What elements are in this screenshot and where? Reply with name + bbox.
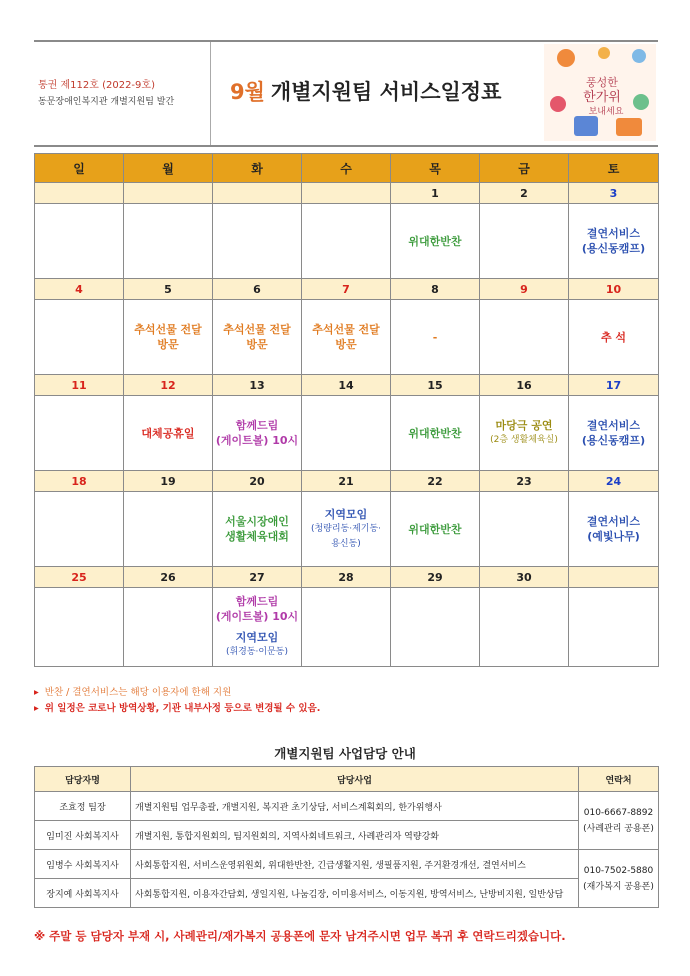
event-text: - — [432, 330, 438, 344]
event-cell — [35, 300, 124, 375]
header-left — [34, 42, 211, 145]
note-text: 반찬 / 결연서비스는 해당 이용자에 한해 지원 — [44, 687, 232, 698]
date-cell — [213, 183, 302, 204]
event-subtext: (2층 생활체육실) — [490, 435, 558, 445]
date-cell: 25 — [35, 567, 124, 588]
event-cell — [391, 396, 480, 471]
staff-table — [34, 766, 659, 908]
note-item: ▸ 반찬 / 결연서비스는 해당 이용자에 한해 지원 — [34, 687, 232, 698]
event-cell — [302, 396, 391, 471]
date-cell: 16 — [480, 375, 569, 396]
event-cell — [124, 300, 213, 375]
weekday-tue: 화 — [213, 154, 302, 183]
date-cell: 18 — [35, 471, 124, 492]
event-cell — [302, 588, 391, 667]
event-cell — [124, 588, 213, 667]
event-cell — [480, 204, 569, 279]
event-text: 결연서비스 (예빛나무) — [586, 515, 641, 543]
weekday-wed: 수 — [302, 154, 391, 183]
event-cell — [569, 396, 659, 471]
event-text: 추석선물 전달 방문 — [312, 323, 380, 351]
event-cell — [480, 300, 569, 375]
date-cell: 4 — [35, 279, 124, 300]
event-text: 위대한반찬 — [408, 426, 462, 440]
date-cell: 8 — [391, 279, 480, 300]
date-cell: 9 — [480, 279, 569, 300]
title-month: 9월 — [230, 80, 265, 104]
staff-work: 개별지원팀 업무총괄, 개별지원, 복지관 초기상담, 서비스계획회의, 한가위행사 — [131, 792, 579, 821]
date-cell: 19 — [124, 471, 213, 492]
event-text: 대체공휴일 — [141, 426, 195, 440]
date-cell: 3 — [569, 183, 659, 204]
weekday-sat: 토 — [569, 154, 659, 183]
staff-name: 조효정 팀장 — [35, 792, 131, 821]
event-cell — [569, 492, 659, 567]
date-cell: 1 — [391, 183, 480, 204]
event-cell — [480, 588, 569, 667]
contact-phone: 010-7502-5880 — [583, 865, 654, 876]
contact-label: (재가복지 공용폰) — [583, 881, 654, 892]
table-row — [35, 850, 659, 879]
staff-work: 사회통합지원, 이용자간담회, 생일지원, 나눔김장, 이미용서비스, 이동지원, 방역서비스, 난방비지원, 일반상담 — [131, 879, 579, 908]
staff-name: 임병수 사회복지사 — [35, 850, 131, 879]
event-row — [35, 204, 659, 279]
weekday-fri: 금 — [480, 154, 569, 183]
date-cell — [35, 183, 124, 204]
header-contact: 연락처 — [579, 767, 659, 792]
date-cell: 10 — [569, 279, 659, 300]
svg-text:한가위: 한가위 — [583, 90, 621, 105]
event-cell — [35, 396, 124, 471]
event-cell — [302, 300, 391, 375]
svg-text:보내세요: 보내세요 — [588, 107, 624, 117]
event-text: 추석선물 전달 방문 — [223, 323, 291, 351]
staff-name: 장지예 사회복지사 — [35, 879, 131, 908]
table-row — [35, 821, 659, 850]
notes — [34, 685, 320, 717]
svg-text:풍성한: 풍성한 — [586, 76, 618, 89]
calendar-body — [35, 183, 659, 667]
event-text: 함께드림 (게이트볼) 10시 — [215, 419, 299, 447]
event-cell — [213, 396, 302, 471]
event-text: 함께드림 (게이트볼) 10시 — [215, 595, 299, 623]
event-cell — [35, 492, 124, 567]
chuseok-illustration — [544, 44, 656, 141]
date-cell — [569, 567, 659, 588]
event-cell — [302, 492, 391, 567]
date-cell: 7 — [302, 279, 391, 300]
event-cell — [391, 300, 480, 375]
date-cell: 11 — [35, 375, 124, 396]
date-cell: 12 — [124, 375, 213, 396]
date-row — [35, 471, 659, 492]
event-cell — [391, 492, 480, 567]
date-cell: 5 — [124, 279, 213, 300]
date-cell: 30 — [480, 567, 569, 588]
date-cell: 29 — [391, 567, 480, 588]
date-cell: 24 — [569, 471, 659, 492]
contact-cell — [579, 850, 659, 908]
event-row — [35, 492, 659, 567]
date-row — [35, 375, 659, 396]
date-cell: 13 — [213, 375, 302, 396]
event-cell — [302, 204, 391, 279]
page-title — [230, 76, 501, 106]
date-cell: 23 — [480, 471, 569, 492]
event-text: 지역모임 — [235, 631, 279, 644]
table-row — [35, 792, 659, 821]
date-cell: 6 — [213, 279, 302, 300]
header-work: 담당사업 — [131, 767, 579, 792]
event-cell — [213, 492, 302, 567]
date-cell: 17 — [569, 375, 659, 396]
event-cell — [213, 300, 302, 375]
event-cell — [391, 204, 480, 279]
date-cell: 14 — [302, 375, 391, 396]
contact-cell — [579, 792, 659, 850]
event-cell — [35, 588, 124, 667]
event-cell — [569, 588, 659, 667]
staff-work: 사회통합지원, 서비스운영위원회, 위대한반찬, 긴급생활지원, 생필품지원, 주거환경개선, 결연서비스 — [131, 850, 579, 879]
staff-name: 임미진 사회복지사 — [35, 821, 131, 850]
date-cell: 15 — [391, 375, 480, 396]
event-cell — [480, 396, 569, 471]
staff-header-row — [35, 767, 659, 792]
publisher: 동문장애인복지관 개별지원팀 발간 — [38, 97, 175, 107]
event-cell — [480, 492, 569, 567]
event-text: 결연서비스 (용신동캠프) — [581, 419, 646, 447]
event-row — [35, 396, 659, 471]
date-cell — [124, 183, 213, 204]
date-cell: 2 — [480, 183, 569, 204]
table-row — [35, 879, 659, 908]
schedule-calendar — [34, 153, 659, 667]
date-cell: 28 — [302, 567, 391, 588]
note-text: 위 일정은 코로나 방역상황, 기관 내부사정 등으로 변경될 수 있음. — [44, 703, 321, 714]
event-subtext: (청량리동·제기동· 용신동) — [310, 523, 382, 549]
date-cell: 22 — [391, 471, 480, 492]
event-text: 위대한반찬 — [408, 522, 462, 536]
weekday-sun: 일 — [35, 154, 124, 183]
weekday-mon: 월 — [124, 154, 213, 183]
date-cell — [302, 183, 391, 204]
event-row — [35, 588, 659, 667]
event-subtext: (휘경동·이문동) — [225, 647, 289, 657]
header — [34, 40, 658, 147]
staff-section-title: 개별지원팀 사업담당 안내 — [274, 746, 416, 761]
event-cell — [124, 396, 213, 471]
event-cell — [124, 204, 213, 279]
footer-note: ※ 주말 등 담당자 부재 시, 사례관리/재가복지 공용폰에 문자 남겨주시면 업무 복귀 후 연락드리겠습니다. — [34, 929, 566, 943]
note-item: ▸ 위 일정은 코로나 방역상황, 기관 내부사정 등으로 변경될 수 있음. — [34, 703, 321, 714]
event-cell — [213, 204, 302, 279]
contact-phone: 010-6667-8892 — [583, 807, 654, 818]
contact-label: (사례관리 공용폰) — [583, 823, 654, 834]
event-text: 지역모임 — [324, 507, 368, 521]
date-row — [35, 567, 659, 588]
event-cell — [35, 204, 124, 279]
event-cell — [569, 204, 659, 279]
event-text: 서울시장애인 생활체육대회 — [225, 515, 289, 543]
title-text: 개별지원팀 서비스일정표 — [270, 80, 502, 104]
date-cell: 20 — [213, 471, 302, 492]
issue-number: 통권 제112호 (2022-9호) — [38, 80, 155, 91]
staff-work: 개별지원, 통합지원회의, 팀지원회의, 지역사회네트워크, 사례관리자 역량강화 — [131, 821, 579, 850]
event-text: 추 석 — [600, 330, 627, 344]
event-cell — [569, 300, 659, 375]
event-cell — [391, 588, 480, 667]
date-cell: 26 — [124, 567, 213, 588]
event-cell — [213, 588, 302, 667]
date-cell: 27 — [213, 567, 302, 588]
header-name: 담당자명 — [35, 767, 131, 792]
event-row — [35, 300, 659, 375]
date-cell: 21 — [302, 471, 391, 492]
date-row — [35, 183, 659, 204]
event-text: 추석선물 전달 방문 — [134, 323, 202, 351]
event-cell — [124, 492, 213, 567]
event-text: 위대한반찬 — [408, 234, 462, 248]
event-text: 마당극 공연 — [495, 419, 553, 432]
date-row — [35, 279, 659, 300]
weekday-thu: 목 — [391, 154, 480, 183]
event-text: 결연서비스 (용신동캠프) — [581, 227, 646, 255]
weekday-header — [35, 154, 659, 183]
